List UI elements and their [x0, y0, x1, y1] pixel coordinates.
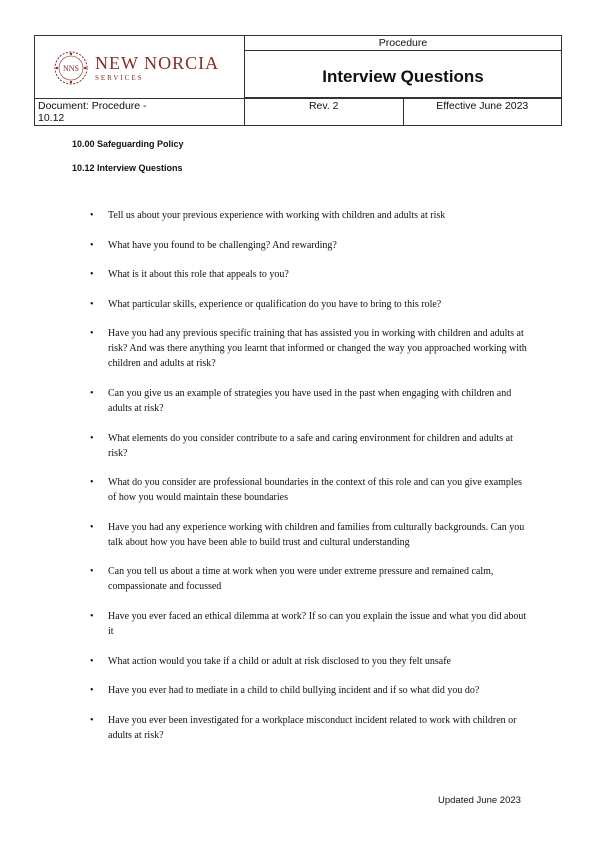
document-meta-row: [35, 99, 562, 126]
list-item: • Have you ever faced an ethical dilemma at work? If so can you explain the issue and what you did about it: [90, 609, 530, 639]
document-header: [34, 35, 562, 126]
list-item: • What is it about this role that appeals to you?: [90, 267, 530, 282]
list-item: • Can you give us an example of strategies you have used in the past when engaging with children and adults at risk?: [90, 386, 530, 416]
list-item: • Have you ever been investigated for a workplace misconduct incident related to work with children or adults at risk?: [90, 713, 530, 743]
list-item: • Have you ever had to mediate in a child to child bullying incident and if so what did you do?: [90, 683, 530, 698]
logo-name: NEW NORCIA: [95, 53, 220, 73]
logo-crest-icon: [53, 50, 89, 86]
revision-number: Rev. 2: [245, 99, 404, 126]
document-title: Interview Questions: [322, 67, 484, 86]
list-item: • Have you had any previous specific training that has assisted you in working with children and adults at risk? And was there anything you learnt that informed or changed the way you approached working with children and adults at risk?: [90, 326, 530, 371]
new-norcia-logo: [53, 50, 219, 86]
list-item: • What do you consider are professional boundaries in the context of this role and can you give examples of how you would maintain these boundaries: [90, 475, 530, 505]
logo-monogram: NNS: [62, 64, 80, 73]
procedure-label: Procedure: [245, 36, 561, 51]
title-cell: [245, 36, 562, 98]
list-item: • What have you found to be challenging? And rewarding?: [90, 238, 530, 253]
interview-questions-list: [90, 208, 530, 757]
list-item: • Have you had any experience working with children and families from culturally backgrounds. Can you talk about how you have been able to build trust and cultural understanding: [90, 520, 530, 550]
footer-updated-date: Updated June 2023: [438, 795, 521, 806]
logo-subtitle: SERVICES: [95, 74, 144, 82]
list-item: • Can you tell us about a time at work when you were under extreme pressure and remained calm, compassionate and focussed: [90, 564, 530, 594]
document-number: Document: Procedure - 10.12: [35, 99, 245, 126]
list-item: • Tell us about your previous experience with working with children and adults at risk: [90, 208, 530, 223]
policy-heading: 10.00 Safeguarding Policy: [72, 139, 184, 149]
list-item: • What elements do you consider contribute to a safe and caring environment for children and adults at risk?: [90, 431, 530, 461]
list-item: • What action would you take if a child or adult at risk disclosed to you they felt unsafe: [90, 654, 530, 669]
logo-wordmark: [95, 53, 219, 83]
effective-date: Effective June 2023: [403, 99, 562, 126]
logo-cell: [35, 36, 245, 99]
list-item: • What particular skills, experience or qualification do you have to bring to this role?: [90, 297, 530, 312]
section-heading: 10.12 Interview Questions: [72, 163, 183, 173]
